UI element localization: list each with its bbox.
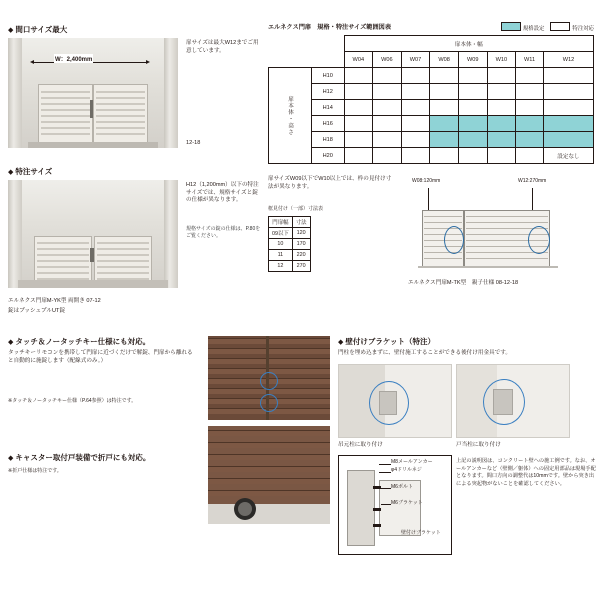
legend-swatch-custom: [550, 22, 570, 31]
range-table-block: [268, 22, 594, 164]
col-group-label: 扉本体・幅: [344, 36, 594, 52]
cell: [344, 132, 373, 148]
table-row: [269, 250, 311, 261]
cell: [543, 100, 593, 116]
body-bracket: 門柱を埋め込まずに、壁付施工することができる後付け用金具です。: [338, 350, 511, 356]
gate-leaf-right-custom: [94, 236, 152, 284]
cell: [430, 100, 459, 116]
note-frame-sizes: 扉サイズW09以下でW10以上では、枠の見付け寸法が異なります。: [268, 176, 392, 190]
anchor-label-1: φ4ドリルネジ: [391, 467, 422, 473]
range-table-group-header-row: [269, 36, 594, 52]
photo-custom-size-gate: [8, 180, 178, 288]
anchor-diagram: [338, 455, 452, 555]
cell-standard: [430, 116, 459, 132]
cell-standard: [430, 132, 459, 148]
caption-bracket-right: 戸当柱に取り付け: [456, 442, 501, 448]
cell: [430, 148, 459, 164]
anchor-label-0: M8メールアンカー: [391, 459, 433, 465]
frame-row-value: 170: [292, 239, 310, 250]
caption-max-opening: 12-18: [186, 140, 201, 146]
cell-standard: [516, 116, 544, 132]
table-row: [269, 132, 594, 148]
drawing-highlight-ellipse-left: [444, 226, 464, 254]
anchor-label-4: 壁付けブラケット: [401, 530, 441, 536]
table-row: [269, 100, 594, 116]
note-max-opening: 扉サイズは最大W12までご用意しています。: [186, 40, 259, 54]
cell: [401, 148, 430, 164]
frame-size-table: [268, 216, 311, 272]
frame-col-header-dimension: 寸法: [292, 217, 310, 228]
anchor-label-3: M6ブラケット: [391, 500, 423, 506]
cell: [543, 68, 593, 84]
drawing-label-left: W08:120mm: [412, 178, 441, 184]
frame-row-label: 11: [269, 250, 293, 261]
legend-label-custom: 特注対応: [572, 26, 594, 32]
photo-bracket-closing-post: [456, 364, 570, 438]
cell-not-available: 設定なし: [543, 148, 593, 164]
section-title-max-opening: ◆ 間口サイズ最大: [8, 24, 67, 35]
cell: [487, 100, 516, 116]
col-header-w06: W06: [373, 52, 402, 68]
table-row: [269, 68, 594, 84]
gate-leaf-right: [93, 84, 148, 144]
photo-max-opening-gate: [8, 38, 178, 148]
cell: [458, 100, 487, 116]
cell: [373, 84, 402, 100]
cell-standard: [516, 132, 544, 148]
cell: [458, 68, 487, 84]
cell: [516, 148, 544, 164]
cell: [373, 68, 402, 84]
drawing-caption: エルネクス門扉M-TK型 親子仕様 08-12-18: [408, 280, 519, 286]
ground-line-custom: [18, 280, 168, 288]
gate-handle-custom: [90, 248, 94, 262]
col-header-w12: W12: [543, 52, 593, 68]
photo-bracket-hanging-post: [338, 364, 452, 438]
cell: [516, 100, 544, 116]
section-title-bracket: ◆ 壁付けブラケット（特注）: [338, 336, 435, 347]
cell: [373, 100, 402, 116]
caption-bracket-left: 吊元柱に取り付け: [338, 442, 383, 448]
footnote-anchor: 上記の説明図は、コンクリート壁への施工例です。なお、オールアンカーなど（壁側／躯体）への固定用部品は現場手配となります。間口方向の調整代は10mmです。壁から突き出による突起物がないことを確認してください。: [456, 458, 596, 487]
photo-touch-key-gate: [208, 336, 330, 420]
cell: [344, 100, 373, 116]
table-row: [269, 116, 594, 132]
gate-leaf-left: [38, 84, 93, 144]
cell: [516, 68, 544, 84]
note-caster: ※折戸仕様は特注です。: [8, 468, 62, 474]
cell: [401, 116, 430, 132]
cell: [458, 148, 487, 164]
legend-item-custom: [550, 26, 594, 32]
range-table-title: エルネクス門扉 規格・特注サイズ範囲図表: [268, 24, 392, 31]
cell: [344, 84, 373, 100]
section-title-caster: ◆ キャスター取付戸装備で折戸にも対応。: [8, 452, 150, 463]
body-touch-key: タッチキーリモコンを携帯して門扉に近づくだけで解錠、門扉から離れると自動的に施錠します（配線式のみ。）: [8, 350, 193, 364]
cell: [401, 84, 430, 100]
cell: [401, 68, 430, 84]
frame-table-title: 框見付け（一部）寸法表: [268, 206, 324, 212]
col-header-w04: W04: [344, 52, 373, 68]
highlight-circle-handle: [260, 394, 278, 412]
cell: [430, 84, 459, 100]
cell-standard: [543, 116, 593, 132]
row-header-h16: H16: [312, 116, 345, 132]
cell: [344, 148, 373, 164]
drawing-highlight-ellipse-right: [528, 226, 550, 254]
row-header-h12: H12: [312, 84, 345, 100]
highlight-circle-key: [260, 372, 278, 390]
col-header-w10: W10: [487, 52, 516, 68]
cell: [401, 100, 430, 116]
note-custom-size: H12（1,200mm）以下の特注サイズでは、規格サイズと錠の仕様が異なります。: [186, 182, 259, 204]
range-table: [268, 35, 594, 164]
cell: [373, 148, 402, 164]
frame-row-label: 10: [269, 239, 293, 250]
frame-table-header-row: [269, 217, 311, 228]
cell: [430, 68, 459, 84]
dimension-label-width: W：2,400mm: [54, 54, 93, 63]
table-row: [269, 261, 311, 272]
note-touch-key: ※タッチ＆ノータッチキー仕様（P.64参照）は特注です。: [8, 398, 137, 404]
col-header-w09: W09: [458, 52, 487, 68]
legend-item-standard: [501, 26, 545, 32]
cell: [373, 116, 402, 132]
ground-line: [28, 142, 158, 148]
row-header-h10: H10: [312, 68, 345, 84]
frame-row-value: 120: [292, 228, 310, 239]
section-title-touch-key: ◆ タッチ＆ノータッチキー仕様にも対応。: [8, 336, 150, 347]
row-header-h20: H20: [312, 148, 345, 164]
col-header-w11: W11: [516, 52, 544, 68]
legend-swatch-standard: [501, 22, 521, 31]
row-group-label: 扉本体・高さ: [269, 68, 312, 164]
row-header-h18: H18: [312, 132, 345, 148]
frame-col-header-width: 門扉幅: [269, 217, 293, 228]
drawing-ground: [418, 266, 558, 268]
table-row: [269, 84, 594, 100]
cell: [487, 68, 516, 84]
drawing-label-right: W12:270mm: [518, 178, 547, 184]
anchor-wall: [347, 470, 375, 546]
frame-row-value: 220: [292, 250, 310, 261]
col-header-w07: W07: [401, 52, 430, 68]
cell: [487, 148, 516, 164]
row-header-h14: H14: [312, 100, 345, 116]
cell-standard: [487, 132, 516, 148]
cell-standard: [458, 116, 487, 132]
note-custom-size-sub: 規格サイズの錠の仕様は、P.80をご覧ください。: [186, 226, 261, 239]
highlight-circle-bracket-left: [369, 381, 409, 425]
cell: [401, 132, 430, 148]
table-row: [269, 148, 594, 164]
cell: [543, 84, 593, 100]
frame-row-value: 270: [292, 261, 310, 272]
cell: [344, 68, 373, 84]
frame-row-label: 12: [269, 261, 293, 272]
table-row: [269, 228, 311, 239]
caption-custom-gate: エルネクス門扉M-YK型 両開き 07-12: [8, 298, 101, 304]
frame-row-label: 09以下: [269, 228, 293, 239]
range-table-legend: [501, 22, 594, 32]
highlight-circle-bracket-right: [483, 379, 525, 425]
table-row: [269, 239, 311, 250]
col-header-w08: W08: [430, 52, 459, 68]
cell: [487, 84, 516, 100]
cell-standard: [487, 116, 516, 132]
anchor-label-2: M6ボルト: [391, 484, 413, 490]
cell: [344, 116, 373, 132]
cell: [516, 84, 544, 100]
caption-custom-lock: 錠はプッシュプルUT錠: [8, 308, 66, 314]
cell: [458, 84, 487, 100]
cell-standard: [543, 132, 593, 148]
cell: [373, 132, 402, 148]
gate-handle: [90, 100, 93, 118]
cell-standard: [458, 132, 487, 148]
legend-label-standard: 規格設定: [522, 26, 545, 32]
gate-leaf-left-custom: [34, 236, 92, 284]
photo-caster-gate: [208, 426, 330, 524]
section-title-custom-size: ◆ 特注サイズ: [8, 166, 52, 177]
technical-drawing: [408, 178, 594, 276]
